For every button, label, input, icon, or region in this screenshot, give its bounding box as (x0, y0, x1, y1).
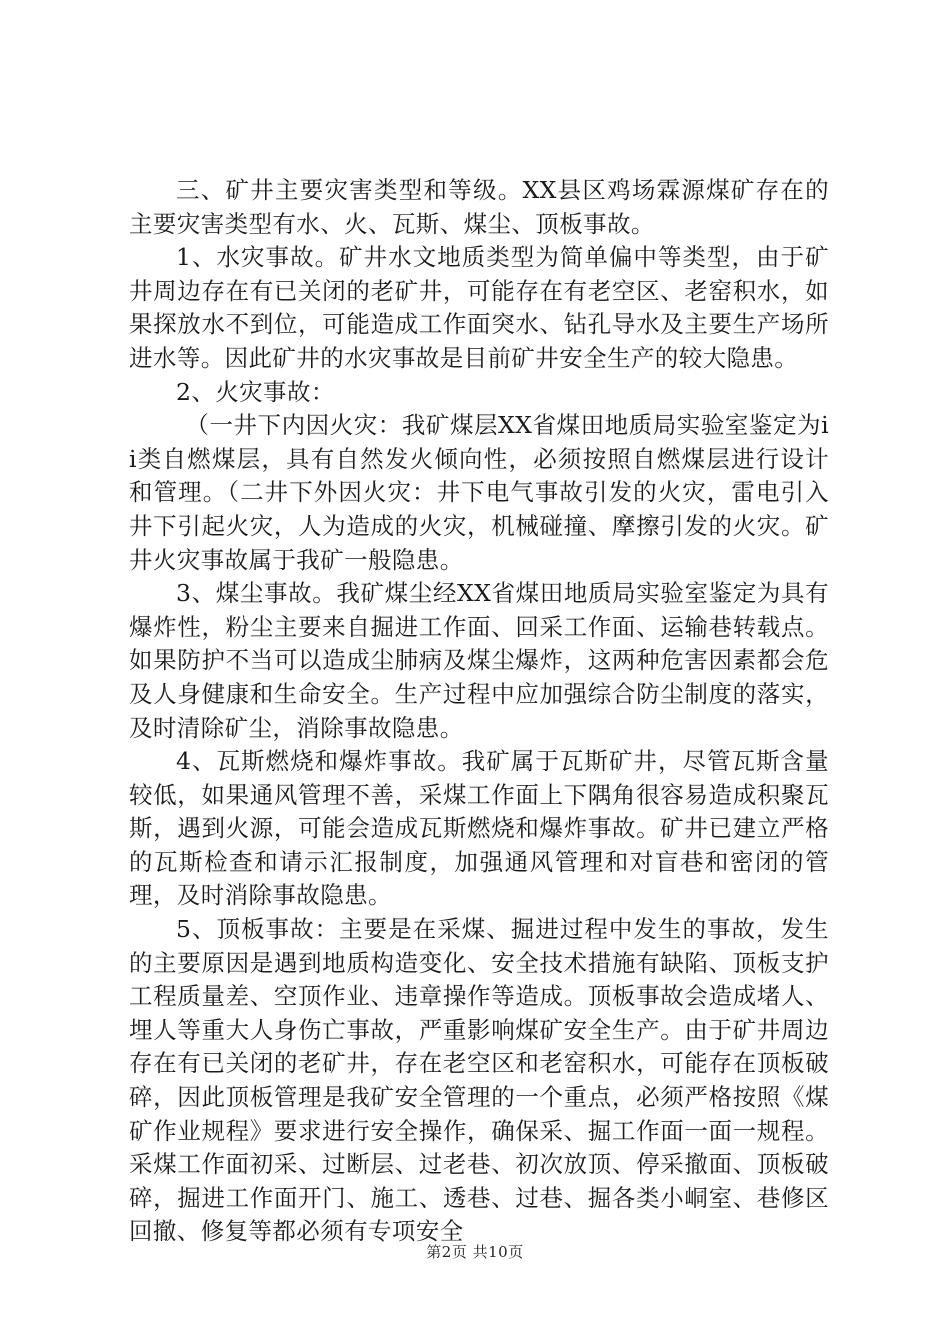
paragraph-gas-explosion-accident: 4、瓦斯燃烧和爆炸事故。我矿属于瓦斯矿井，尽管瓦斯含量较低，如果通风管理不善，采煤工作面上下隅角很容易造成积聚瓦斯，遇到火源，可能会造成瓦斯燃烧和爆炸事故。矿井已建立严格的瓦斯检查和请示汇报制度，加强通风管理和对盲巷和密闭的管理，及时消除事故隐患。 (129, 747, 829, 910)
document-body (129, 174, 829, 1249)
paragraph-roof-accident: 5、顶板事故：主要是在采煤、掘进过程中发生的事故，发生的主要原因是遇到地质构造变化、安全技术措施有缺陷、顶板支护工程质量差、空顶作业、违章操作等造成。顶板事故会造成堵人、埋人等重大人身伤亡事故，严重影响煤矿安全生产。由于矿井周边存在有已关闭的老矿井，存在老空区和老窑积水，可能存在顶板破碎，因此顶板管理是我矿安全管理的一个重点，必须严格按照《煤矿作业规程》要求进行安全操作，确保采、掘工作面一面一规程。采煤工作面初采、过断层、过老巷、初次放顶、停采撤面、顶板破碎，掘进工作面开门、施工、透巷、过巷、掘各类小峒室、巷修区回撤、修复等都必须有专项安全 (129, 915, 829, 1246)
paragraph-hazard-overview: 三、矿井主要灾害类型和等级。XX县区鸡场霖源煤矿存在的主要灾害类型有水、火、瓦斯、煤尘、顶板事故。 (129, 176, 829, 238)
paragraph-fire-accident-detail: （一井下内因火灾：我矿煤层XX省煤田地质局实验室鉴定为ii类自燃煤层，具有自然发火倾向性，必须按照自燃煤层进行设计和管理。（二井下外因火灾：井下电气事故引发的火灾，雷电引入井下引起火灾，人为造成的火灾，机械碰撞、摩擦引发的火灾。矿井火灾事故属于我矿一般隐患。 (129, 411, 829, 574)
paragraph-fire-accident-heading: 2、火灾事故： (176, 377, 335, 406)
page-number-footer: 第2页 共10页 (426, 1243, 524, 1261)
paragraph-flood-accident: 1、水灾事故。矿井水文地质类型为简单偏中等类型，由于矿井周边存在有已关闭的老矿井，可能存在有老空区、老窑积水，如果探放水不到位，可能造成工作面突水、钻孔导水及主要生产场所进水等。因此矿井的水灾事故是目前矿井安全生产的较大隐患。 (129, 243, 829, 372)
paragraph-coal-dust-accident: 3、煤尘事故。我矿煤尘经XX省煤田地质局实验室鉴定为具有爆炸性，粉尘主要来自掘进工作面、回采工作面、运输巷转载点。如果防护不当可以造成尘肺病及煤尘爆炸，这两种危害因素都会危及人身健康和生命安全。生产过程中应加强综合防尘制度的落实，及时清除矿尘，消除事故隐患。 (129, 579, 829, 742)
